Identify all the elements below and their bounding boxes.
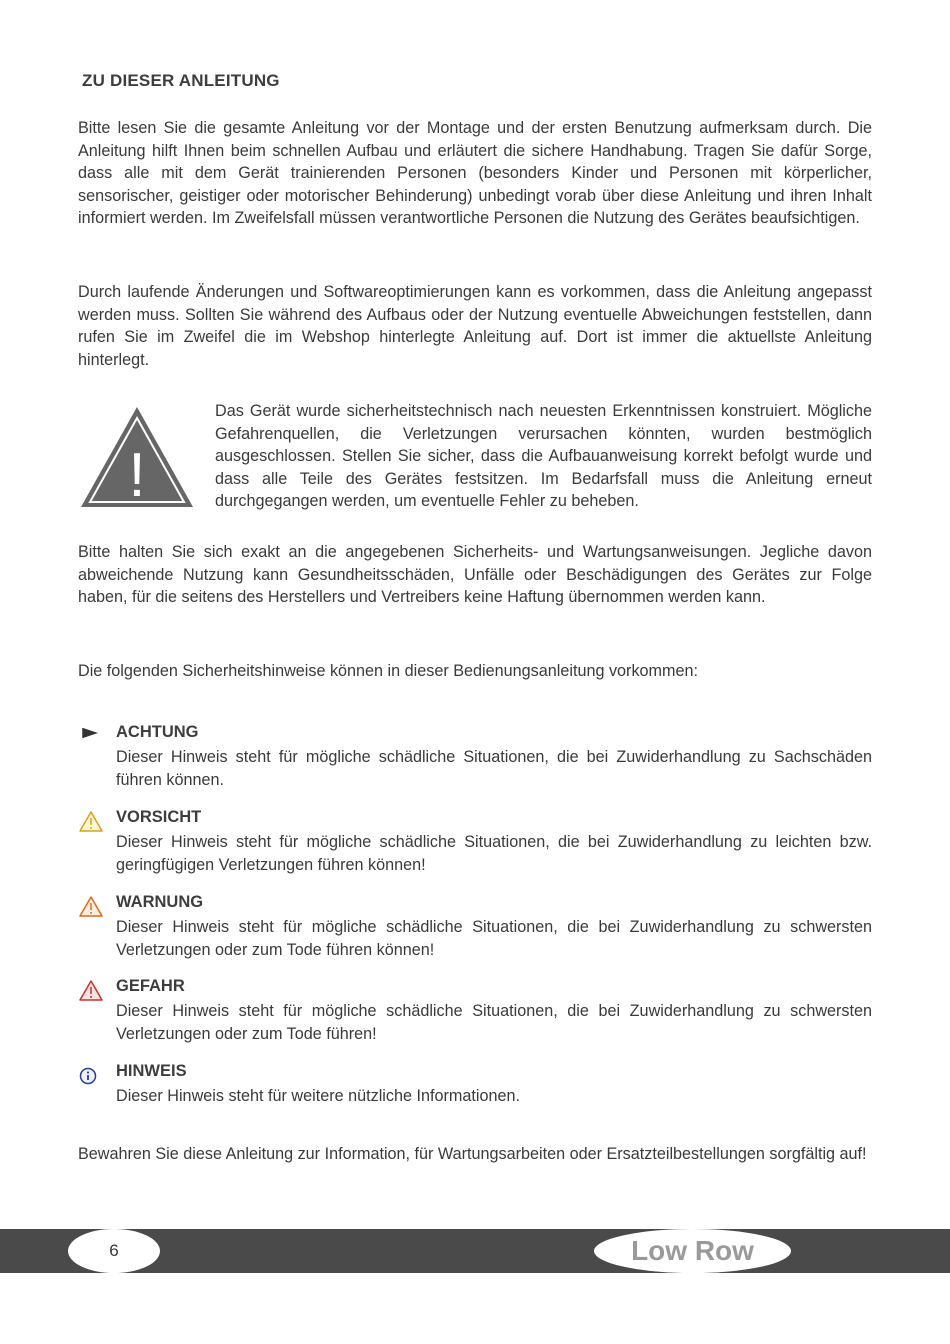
caution-triangle-icon bbox=[78, 810, 104, 832]
warning-sign-icon bbox=[78, 404, 196, 510]
page-number: 6 bbox=[68, 1229, 160, 1273]
notice-text: Dieser Hinweis steht für mögliche schädliche Situationen, die bei Zuwiderhandlung zu schwersten Verletzungen oder zum Tode führen können! bbox=[116, 918, 872, 959]
warning-sign-symbol: ! bbox=[128, 441, 146, 510]
danger-triangle-icon bbox=[78, 979, 104, 1001]
product-name: Low Row bbox=[594, 1229, 791, 1273]
notices-intro-paragraph: Die folgenden Sicherheitshinweise können in dieser Bedienungsanleitung vorkommen: bbox=[78, 662, 699, 680]
notice-title: GEFAHR bbox=[116, 977, 185, 995]
notice-title: HINWEIS bbox=[116, 1062, 187, 1080]
notice-text: Dieser Hinweis steht für weitere nützliche Informationen. bbox=[116, 1087, 520, 1105]
notice-text: Dieser Hinweis steht für mögliche schädliche Situationen, die bei Zuwiderhandlung zu Sachschäden führen können. bbox=[116, 748, 872, 789]
info-circle-icon bbox=[78, 1064, 104, 1086]
warning-triangle-icon bbox=[78, 895, 104, 917]
intro-paragraph: Bitte lesen Sie die gesamte Anleitung vor der Montage und der ersten Benutzung aufmerksam durch. Die Anleitung hilft Ihnen beim schnellen Aufbau und erläutert die sichere Handhabung. Tragen Sie dafür Sorge, dass alle mit dem Gerät trainierenden Personen (besonders Kinder und Personen mit körperlicher, sensorischer, geistiger oder motorischer Behinderung) unbedingt vorab über diese Anleitung und ihren Inhalt informiert werden. Im Zweifelsfall müssen verantwortliche Personen die Nutzung des Gerätes beaufsichtigen. bbox=[78, 119, 872, 228]
notice-title: ACHTUNG bbox=[116, 723, 199, 741]
notice-text: Dieser Hinweis steht für mögliche schädliche Situationen, die bei Zuwiderhandlung zu leichten bzw. geringfügigen Verletzungen führen können! bbox=[116, 833, 872, 874]
flag-arrow-icon bbox=[78, 725, 104, 747]
closing-paragraph: Bewahren Sie diese Anleitung zur Information, für Wartungsarbeiten oder Ersatzteilbestellungen sorgfältig auf! bbox=[78, 1145, 867, 1163]
notice-title: VORSICHT bbox=[116, 808, 202, 826]
safety-paragraph: Das Gerät wurde sicherheitstechnisch nach neuesten Erkenntnissen konstruiert. Mögliche Gefahrenquellen, die Verletzungen verursachen könnten, wurden bestmöglich ausgeschlossen. Stellen Sie sicher, dass die Aufbauanweisung korrekt befolgt wurde und dass alle Teile des Gerätes festsitzen. Im Bedarfsfall muss die Anleitung erneut durchgegangen werden, um eventuelle Fehler zu beheben. bbox=[215, 402, 872, 511]
notice-title: WARNUNG bbox=[116, 893, 204, 911]
updates-paragraph: Durch laufende Änderungen und Softwareoptimierungen kann es vorkommen, dass die Anleitung angepasst werden muss. Sollten Sie während des Aufbaus oder der Nutzung eventuelle Abweichungen feststellen, dann rufen Sie im Zweifel die im Webshop hinterlegte Anleitung auf. Dort ist immer die aktuellste Anleitung hinterlegt. bbox=[78, 283, 872, 369]
section-heading: ZU DIESER ANLEITUNG bbox=[82, 71, 280, 90]
notice-text: Dieser Hinweis steht für mögliche schädliche Situationen, die bei Zuwiderhandlung zu schwersten Verletzungen oder zum Tode führen! bbox=[116, 1002, 872, 1043]
compliance-paragraph: Bitte halten Sie sich exakt an die angegebenen Sicherheits- und Wartungsanweisungen. Jegliche davon abweichende Nutzung kann Gesundheitsschäden, Unfälle oder Beschädigungen des Gerätes zur Folge haben, für die seitens des Herstellers und Vertreibers keine Haftung übernommen werden kann. bbox=[78, 543, 872, 607]
